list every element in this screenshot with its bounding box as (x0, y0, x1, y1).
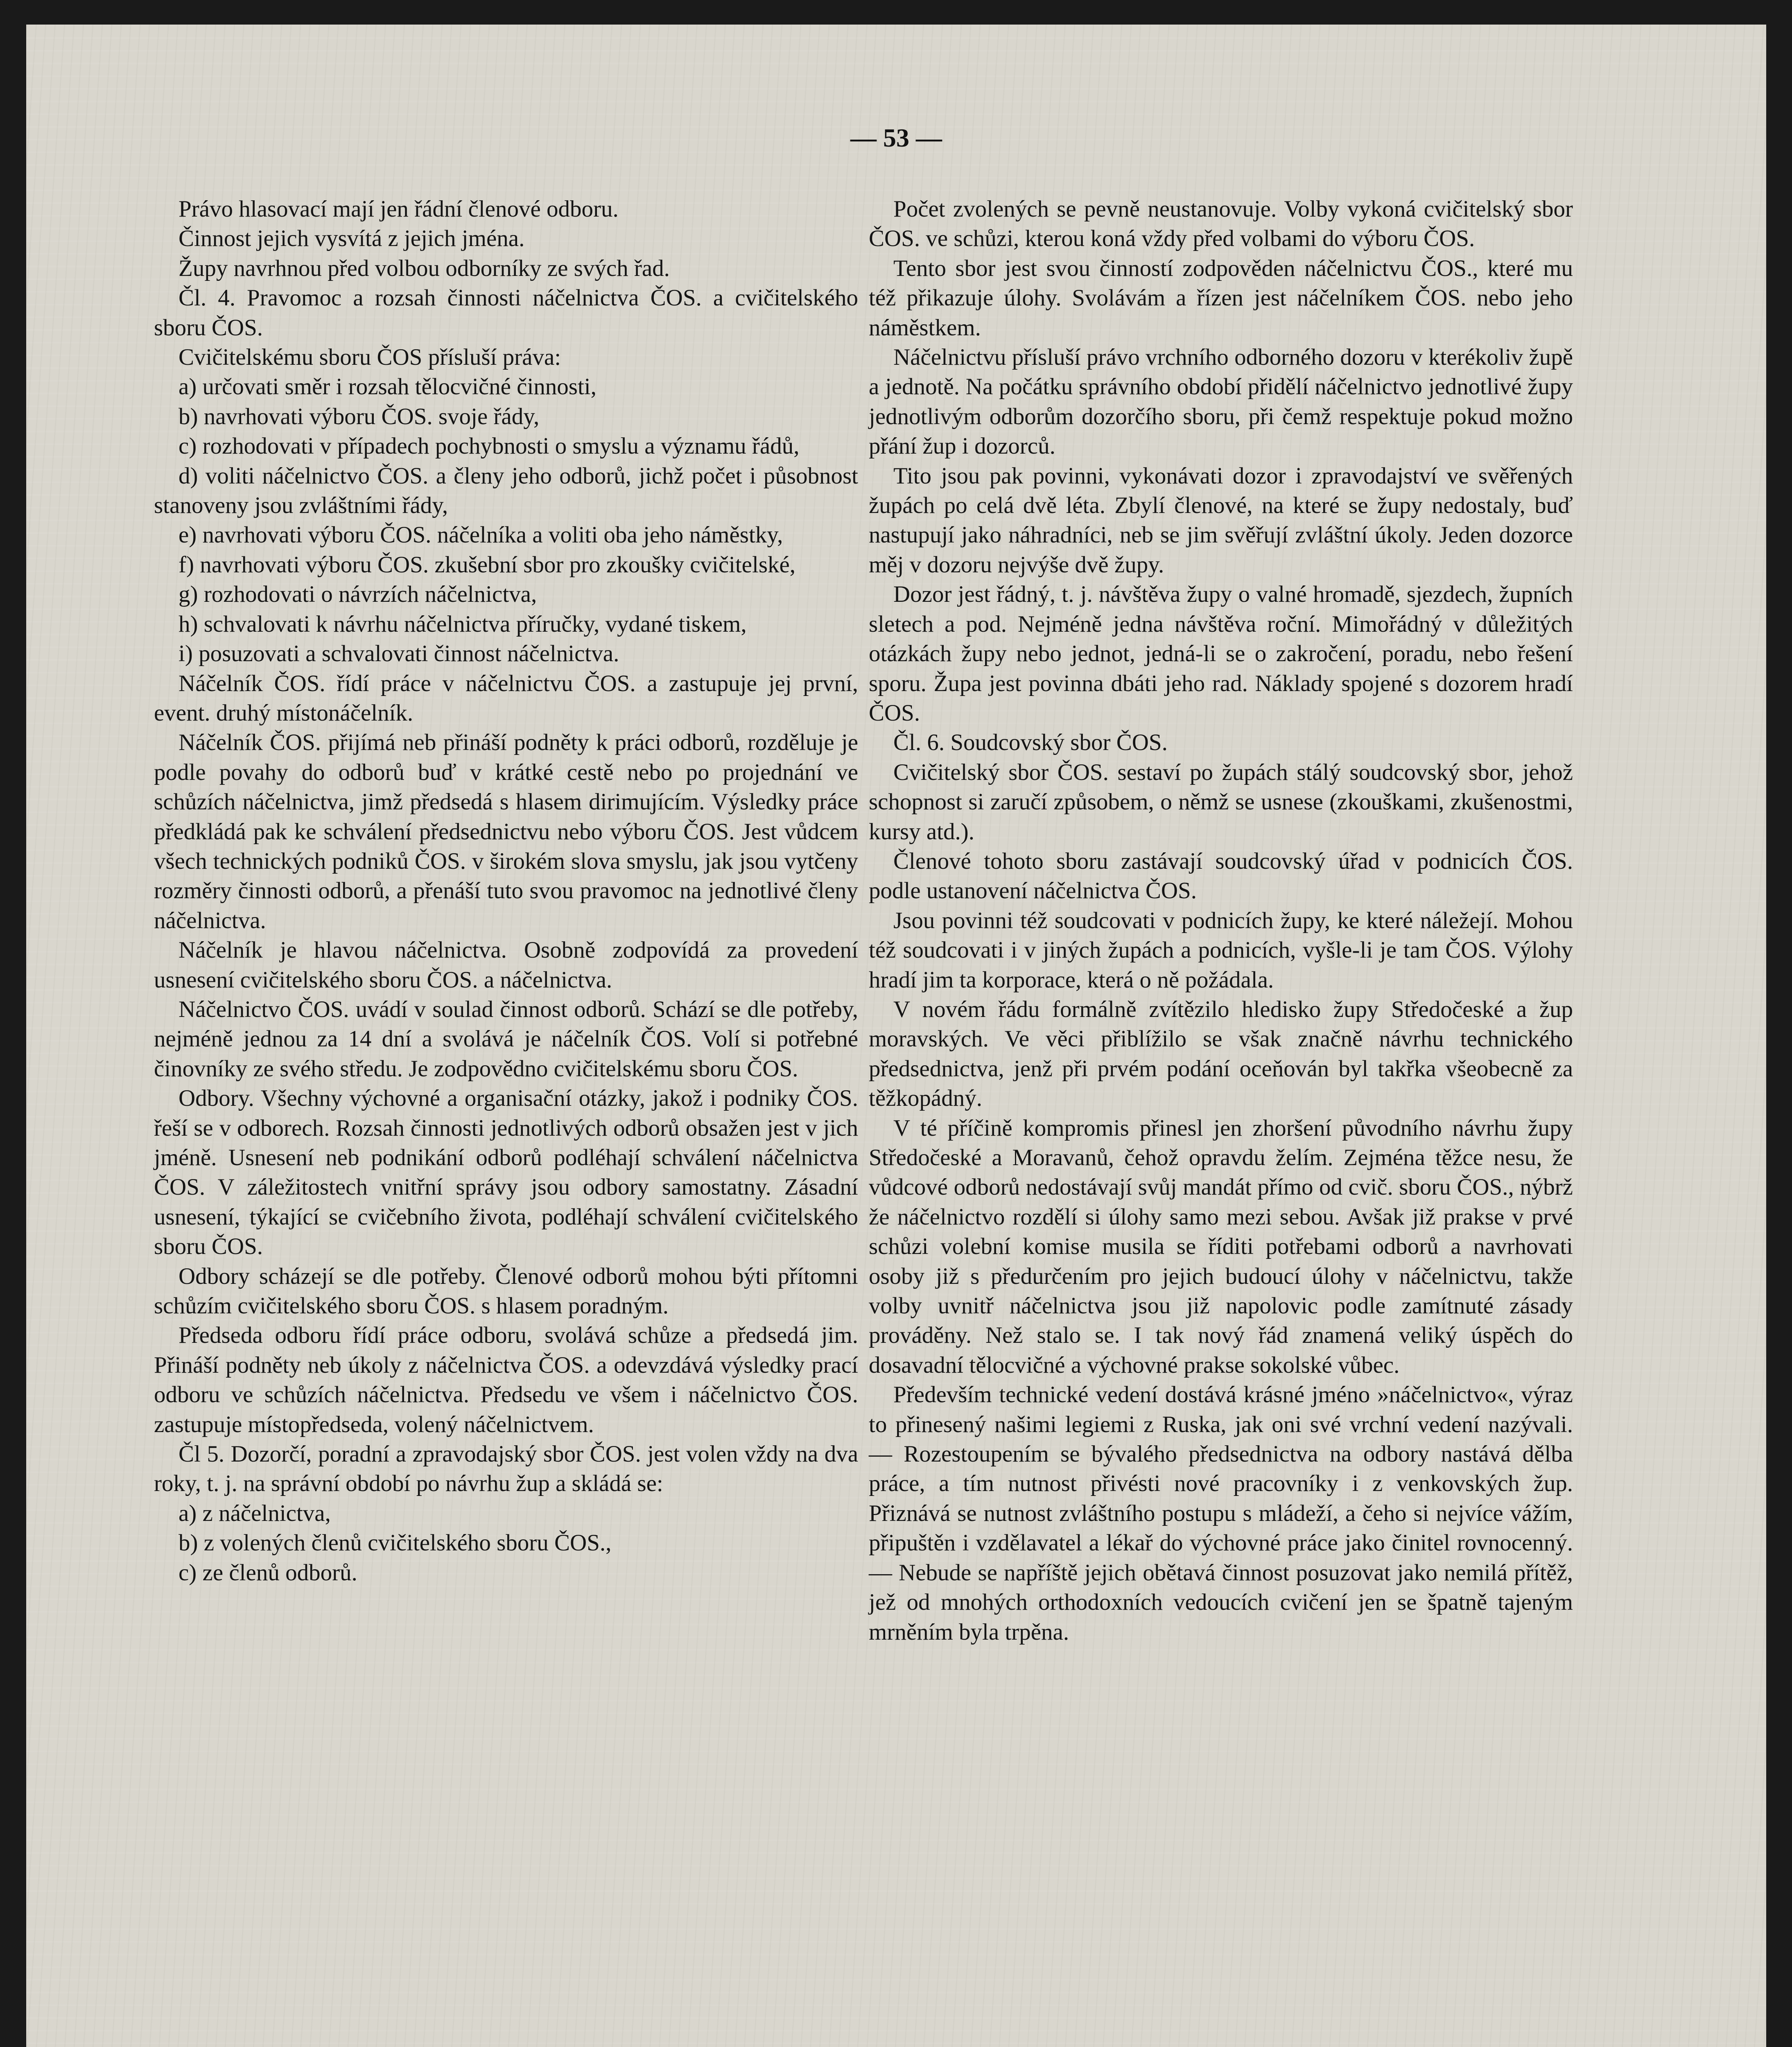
list-item: g) rozhodovati o návrzích náčelnictva, (179, 581, 537, 608)
section-heading: Čl 5. Dozorčí, poradní a zpravodajský sbor ČOS. jest volen vždy na dva roky, t. j. na správní období po návrhu žup a skládá se: (154, 1441, 858, 1497)
left-column (154, 194, 858, 1588)
paragraph: Členové tohoto sboru zastávají soudcovský úřad v podnicích ČOS. podle ustanovení náčelnictva ČOS. (869, 848, 1573, 904)
list-item: e) navrhovati výboru ČOS. náčelníka a voliti oba jeho náměstky, (179, 522, 783, 548)
paragraph: Odbory. Všechny výchovné a organisační otázky, jakož i podniky ČOS. řeší se v odborech. Rozsah činnosti jednotlivých odborů obsažen jest v jich jméně. Usnesení neb podnikání odborů podléhají schválení náčelnictva ČOS. V záležitostech vnitřní správy jsou odbory samostatny. Zásadní usnesení, týkající se cvičebního života, podléhají schválení cvičitelského sboru ČOS. (154, 1085, 858, 1260)
list-item: a) z náčelnictva, (179, 1500, 331, 1526)
section-heading: Čl. 6. Soudcovský sbor ČOS. (893, 730, 1168, 756)
right-column (869, 194, 1573, 1647)
paragraph: Dozor jest řádný, t. j. návštěva župy o valné hromadě, sjezdech, župních sletech a pod. Nejméně jedna návštěva roční. Mimořádný v důležitých otázkách župy nebo jednot, jedná-li se o zakročení, poradu, nebo řešení sporu. Župa jest povinna dbáti jeho rad. Náklady spojené s dozorem hradí ČOS. (869, 581, 1573, 726)
paragraph: Tento sbor jest svou činností zodpověden náčelnictvu ČOS., které mu též přikazuje úlohy. Svolávám a řízen jest náčelníkem ČOS. nebo jeho náměstkem. (869, 255, 1573, 341)
list-item: f) navrhovati výboru ČOS. zkušební sbor pro zkoušky cvičitelské, (179, 551, 796, 578)
paragraph: Jsou povinni též soudcovati v podnicích župy, ke které náležejí. Mohou též soudcovati i v jiných župách a podnicích, vyšle-li je tam ČOS. Výlohy hradí jim ta korporace, která o ně požádala. (869, 907, 1573, 993)
paragraph: Počet zvolených se pevně neustanovuje. Volby vykoná cvičitelský sbor ČOS. ve schůzi, kterou koná vždy před volbami do výboru ČOS. (869, 196, 1573, 252)
list-item: b) z volených členů cvičitelského sboru ČOS., (179, 1530, 612, 1556)
list-item: d) voliti náčelnictvo ČOS. a členy jeho odborů, jichž počet i působnost stanoveny jsou zvláštními řády, (154, 463, 858, 519)
page-number: — 53 — (850, 123, 942, 152)
section-heading: Čl. 4. Pravomoc a rozsah činnosti náčelnictva ČOS. a cvičitelského sboru ČOS. (154, 285, 858, 341)
paragraph: Cvičitelskému sboru ČOS přísluší práva: (179, 344, 561, 371)
list-item: c) ze členů odborů. (179, 1559, 357, 1586)
paragraph: V novém řádu formálně zvítězilo hledisko župy Středočeské a žup moravských. Ve věci přiblížilo se však značně návrhu technického předsednictva, jenž při prvém podání oceňován byl takřka všeobecně za těžkopádný. (869, 996, 1573, 1112)
paragraph: Předseda odboru řídí práce odboru, svolává schůze a předsedá jim. Přináší podněty neb úkoly z náčelnictva ČOS. a odevzdává výsledky prací odboru ve schůzích náčelnictva. Předsedu ve všem i náčelnictvo ČOS. zastupuje místopředseda, volený náčelnictvem. (154, 1322, 858, 1437)
list-item: h) schvalovati k návrhu náčelnictva příručky, vydané tiskem, (179, 611, 747, 637)
list-item: i) posuzovati a schvalovati činnost náčelnictva. (179, 641, 619, 667)
list-item: c) rozhodovati v případech pochybnosti o smyslu a významu řádů, (179, 433, 800, 459)
paragraph: Náčelník je hlavou náčelnictva. Osobně zodpovídá za provedení usnesení cvičitelského sboru ČOS. a náčelnictva. (154, 937, 858, 993)
paragraph: V té příčině kompromis přinesl jen zhoršení původního návrhu župy Středočeské a Moravanů, čehož opravdu želím. Zejména těžce nesu, že vůdcové odborů nedostávají svůj mandát přímo od cvič. sboru ČOS., nýbrž že náčelnictvo rozdělí si úlohy samo mezi sebou. Avšak již prakse v prvé schůzi volební komise musila se říditi potřebami odborů a navrhovati osoby již s předurčením pro jejich budoucí úlohy v náčelnictvu, takže volby uvnitř náčelnictva jsou již napolovic podle zamítnuté zásady prováděny. Než stalo se. I tak nový řád znamená veliký úspěch do dosavadní tělocvičné a výchovné prakse sokolské vůbec. (869, 1115, 1573, 1378)
paragraph: Náčelnictvu přísluší právo vrchního odborného dozoru v kterékoliv župě a jednotě. Na počátku správního období přidělí náčelnictvo jednotlivé župy jednotlivým odborům dozorčího sboru, při čemž respektuje pokud možno přání žup i dozorců. (869, 344, 1573, 459)
paragraph: Právo hlasovací mají jen řádní členové odboru. (179, 196, 619, 222)
paragraph: Župy navrhnou před volbou odborníky ze svých řad. (179, 255, 670, 281)
list-item: b) navrhovati výboru ČOS. svoje řády, (179, 403, 540, 429)
paragraph: Náčelník ČOS. přijímá neb přináší podněty k práci odborů, rozděluje je podle povahy do odborů buď v krátké cestě nebo po projednání ve schůzích náčelnictva, jimž předsedá s hlasem dirimujícím. Výsledky práce předkládá pak ke schválení předsednictvu nebo výboru ČOS. Jest vůdcem všech technických podniků ČOS. v širokém slova smyslu, jak jsou vytčeny rozměry činnosti odborů, a přenáší tuto svou pravomoc na jednotlivé členy náčelnictva. (154, 730, 858, 933)
paper-sheet (26, 25, 1766, 2047)
list-item: a) určovati směr i rozsah tělocvičné činnosti, (179, 374, 597, 400)
paragraph: Odbory scházejí se dle potřeby. Členové odborů mohou býti přítomni schůzím cvičitelského sboru ČOS. s hlasem poradným. (154, 1263, 858, 1319)
paragraph: Náčelnictvo ČOS. uvádí v soulad činnost odborů. Schází se dle potřeby, nejméně jednou za 14 dní a svolává je náčelník ČOS. Volí si potřebné činovníky ze svého středu. Je zodpovědno cvičitelskému sboru ČOS. (154, 996, 858, 1082)
paragraph: Činnost jejich vysvítá z jejich jména. (179, 226, 525, 252)
paragraph: Tito jsou pak povinni, vykonávati dozor i zpravodajství ve svěřených župách po celá dvě léta. Zbylí členové, na které se župy nedostaly, buď nastupují jako náhradníci, neb se jim svěřují zvláštní úkoly. Jeden dozorce měj v dozoru nejvýše dvě župy. (869, 463, 1573, 578)
paragraph: Cvičitelský sbor ČOS. sestaví po župách stálý soudcovský sbor, jehož schopnost si zaručí způsobem, o němž se usnese (zkouškami, zkušenostmi, kursy atd.). (869, 759, 1573, 845)
paragraph: Náčelník ČOS. řídí práce v náčelnictvu ČOS. a zastupuje jej první, event. druhý místonáčelník. (154, 670, 858, 726)
paragraph: Především technické vedení dostává krásné jméno »náčelnictvo«, výraz to přinesený našimi legiemi z Ruska, jak oni své vrchní vedení nazývali. — Rozestoupením se bývalého předsednictva na odbory nastává dělba práce, a tím nutnost přivésti nové pracovníky i z venkovských žup. Přiznává se nutnost zvláštního postupu s mládeží, a čeho si nejvíce vážím, připuštěn i vzdělavatel a lékař do výchovné práce jako činitel rovnocenný. — Nebude se napříště jejich obětavá činnost posuzovat jako nemilá přítěž, jež od mnohých orthodoxních vedoucích cvičení jen se špatně tajeným mrněním byla trpěna. (869, 1382, 1573, 1645)
